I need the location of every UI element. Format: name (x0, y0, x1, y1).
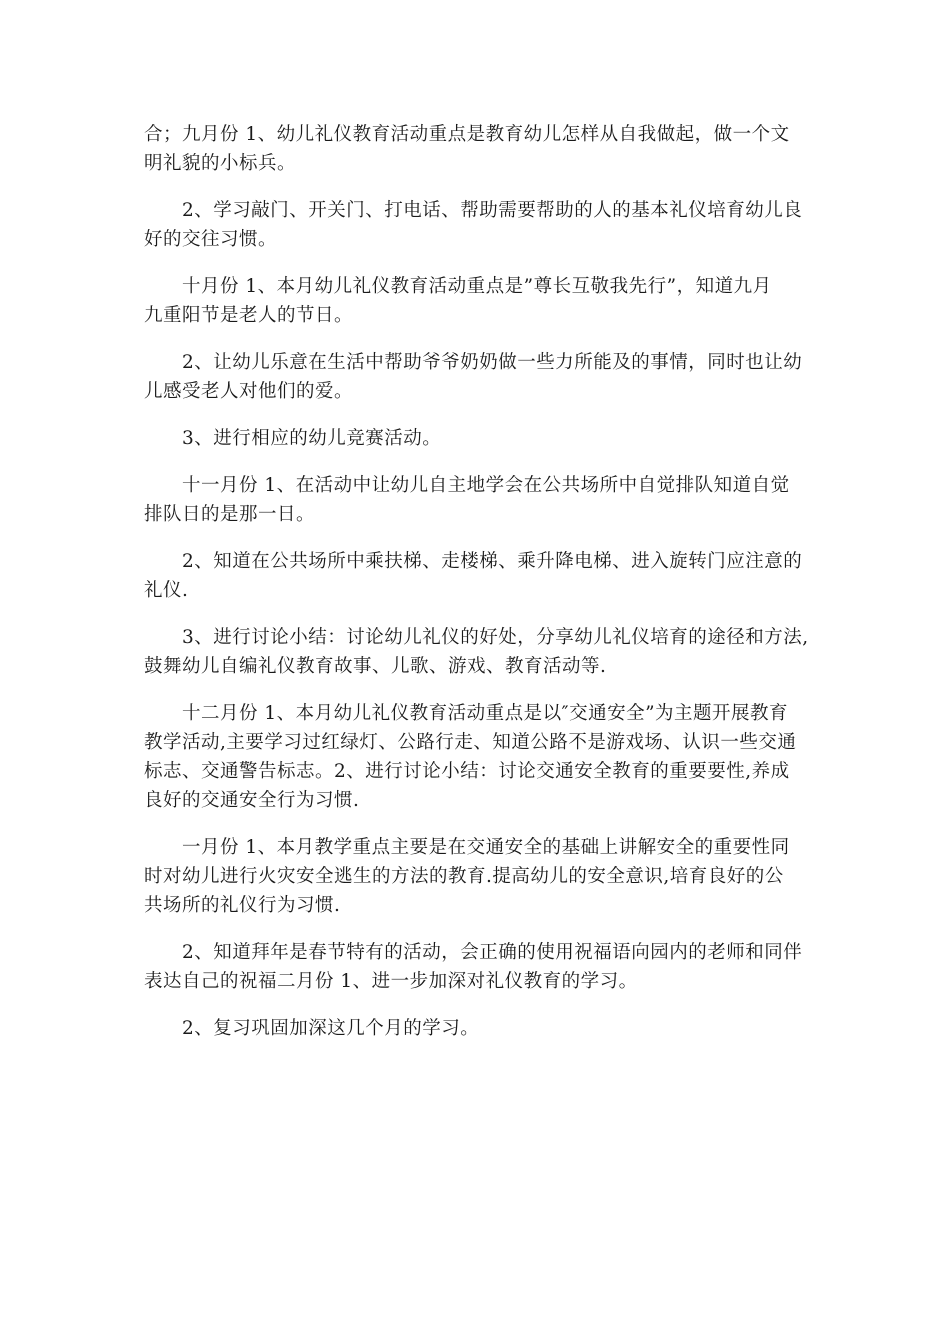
text-line: 十二月份 1、本月幼儿礼仪教育活动重点是以″交通安全”为主题开展教育 (182, 703, 789, 724)
text-line: 十月份 1、本月幼儿礼仪教育活动重点是”尊长互敬我先行”，知道九月 (182, 276, 772, 297)
text-line: 2、复习巩固加深这几个月的学习。 (182, 1018, 480, 1039)
paragraph-november (144, 471, 812, 529)
text-line: 共场所的礼仪行为习惯. (144, 895, 341, 916)
text-line: 明礼貌的小标兵。 (144, 153, 297, 174)
paragraph-october-item-2 (144, 348, 812, 406)
document-body (144, 120, 812, 1061)
text-line: 合；九月份 1、幼儿礼仪教育活动重点是教育幼儿怎样从自我做起，做一个文 (144, 124, 790, 145)
text-line: 时对幼儿进行火灾安全逃生的方法的教育.提高幼儿的安全意识,培育良好的公 (144, 866, 784, 887)
text-line: 表达自己的祝福二月份 1、进一步加深对礼仪教育的学习。 (144, 971, 638, 992)
text-line: 九重阳节是老人的节日。 (144, 305, 354, 326)
paragraph-february-item-2 (144, 1014, 812, 1043)
text-line: 标志、交通警告标志。2、进行讨论小结：讨论交通安全教育的重要要性,养成 (144, 761, 790, 782)
text-line: 排队日的是那一日。 (144, 504, 316, 525)
text-line: 3、进行讨论小结：讨论幼儿礼仪的好处，分享幼儿礼仪培育的途径和方法, (182, 627, 809, 648)
text-line: 好的交往习惯。 (144, 229, 278, 250)
text-line: 3、进行相应的幼儿竞赛活动。 (182, 428, 442, 449)
paragraph-october-item-3 (144, 424, 812, 453)
text-line: 一月份 1、本月教学重点主要是在交通安全的基础上讲解安全的重要性同 (182, 837, 790, 858)
paragraph-november-item-2 (144, 547, 812, 605)
text-line: 2、让幼儿乐意在生活中帮助爷爷奶奶做一些力所能及的事情，同时也让幼 (182, 352, 803, 373)
text-line: 良好的交通安全行为习惯. (144, 790, 360, 811)
paragraph-september-item-2 (144, 196, 812, 254)
text-line: 2、知道拜年是春节特有的活动，会正确的使用祝福语向园内的老师和同伴 (182, 942, 803, 963)
paragraph-december (144, 699, 812, 815)
paragraph-january (144, 833, 812, 920)
text-line: 十一月份 1、在活动中让幼儿自主地学会在公共场所中自觉排队知道自觉 (182, 475, 790, 496)
text-line: 2、学习敲门、开关门、打电话、帮助需要帮助的人的基本礼仪培育幼儿良 (182, 200, 803, 221)
paragraph-november-item-3 (144, 623, 812, 681)
paragraph-september (144, 120, 812, 178)
text-line: 儿感受老人对他们的爱。 (144, 381, 354, 402)
paragraph-october (144, 272, 812, 330)
text-line: 鼓舞幼儿自编礼仪教育故事、儿歌、游戏、教育活动等. (144, 656, 607, 677)
text-line: 教学活动,主要学习过红绿灯、公路行走、知道公路不是游戏场、认识一些交通 (144, 732, 797, 753)
paragraph-january-item-2 (144, 938, 812, 996)
text-line: 2、知道在公共场所中乘扶梯、走楼梯、乘升降电梯、进入旋转门应注意的 (182, 551, 803, 572)
text-line: 礼仪. (144, 580, 189, 601)
